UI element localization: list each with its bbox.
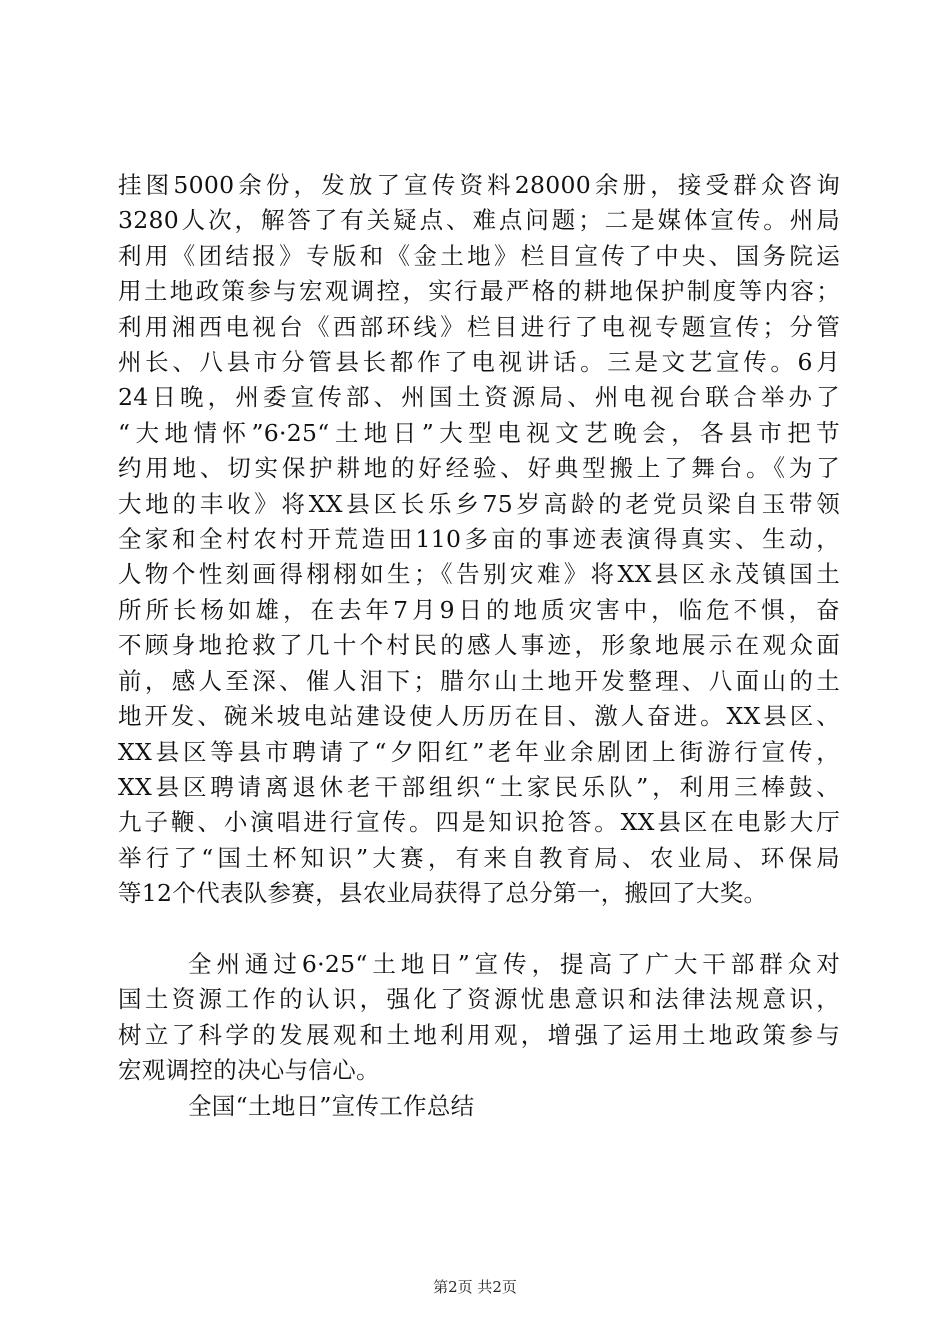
paragraph-line: 大地的丰收》将XX县区长乐乡75岁高龄的老党员梁自玉带领 — [118, 489, 840, 518]
paragraph-line: 利用《团结报》专版和《金土地》栏目宣传了中央、国务院运 — [118, 241, 840, 270]
paragraph-line: 所所长杨如雄，在去年7月9日的地质灾害中，临危不惧，奋 — [118, 595, 840, 624]
paragraph-line: XX县区等县市聘请了“夕阳红”老年业余剧团上街游行宣传， — [118, 737, 840, 766]
paragraph-line: 不顾身地抢救了几十个村民的感人事迹，形象地展示在观众面 — [118, 631, 840, 660]
paragraph-line: “大地情怀”6·25“土地日”大型电视文艺晚会，各县市把节 — [118, 418, 840, 447]
document-body — [118, 168, 840, 1124]
paragraph-line: XX县区聘请离退休老干部组织“土家民乐队”，利用三棒鼓、 — [118, 772, 840, 801]
paragraph-line: 地开发、碗米坡电站建设使人历历在目、激人奋进。XX县区、 — [118, 702, 840, 731]
paragraph-line: 等12个代表队参赛，县农业局获得了总分第一，搬回了大奖。 — [118, 879, 768, 908]
paragraph-line: 全州通过6·25“土地日”宣传，提高了广大干部群众对 — [188, 949, 840, 978]
paragraph-line: 3280人次，解答了有关疑点、难点问题；二是媒体宣传。州局 — [118, 206, 840, 235]
closing-title: 全国“土地日”宣传工作总结 — [188, 1091, 475, 1120]
paragraph-line: 九子鞭、小演唱进行宣传。四是知识抢答。XX县区在电影大厅 — [118, 808, 840, 837]
paragraph-2 — [118, 947, 840, 1089]
page-number: 第2页 共2页 — [433, 1278, 517, 1296]
paragraph-line: 宏观调控的决心与信心。 — [118, 1056, 380, 1085]
paragraph-line: 举行了“国土杯知识”大赛，有来自教育局、农业局、环保局 — [118, 843, 840, 872]
paragraph-line: 用土地政策参与宏观调控，实行最严格的耕地保护制度等内容； — [118, 277, 840, 306]
paragraph-spacer — [118, 912, 840, 947]
paragraph-line: 前，感人至深、催人泪下；腊尔山土地开发整理、八面山的土 — [118, 666, 840, 695]
paragraph-1 — [118, 168, 840, 912]
paragraph-line: 利用湘西电视台《西部环线》栏目进行了电视专题宣传；分管 — [118, 312, 840, 341]
paragraph-line: 州长、八县市分管县长都作了电视讲话。三是文艺宣传。6月 — [118, 348, 840, 377]
paragraph-line: 全家和全村农村开荒造田110多亩的事迹表演得真实、生动， — [118, 525, 840, 554]
paragraph-line: 树立了科学的发展观和土地利用观，增强了运用土地政策参与 — [118, 1020, 840, 1049]
paragraph-line: 挂图5000余份，发放了宣传资料28000余册，接受群众咨询 — [118, 171, 840, 199]
paragraph-line: 国土资源工作的认识，强化了资源忧患意识和法律法规意识， — [118, 985, 840, 1014]
paragraph-line: 约用地、切实保护耕地的好经验、好典型搬上了舞台。《为了 — [118, 454, 840, 483]
paragraph-line: 24日晚，州委宣传部、州国土资源局、州电视台联合举办了 — [118, 383, 840, 412]
page-footer — [0, 1277, 950, 1297]
paragraph-line: 人物个性刻画得栩栩如生；《告别灾难》将XX县区永茂镇国土 — [118, 560, 840, 589]
